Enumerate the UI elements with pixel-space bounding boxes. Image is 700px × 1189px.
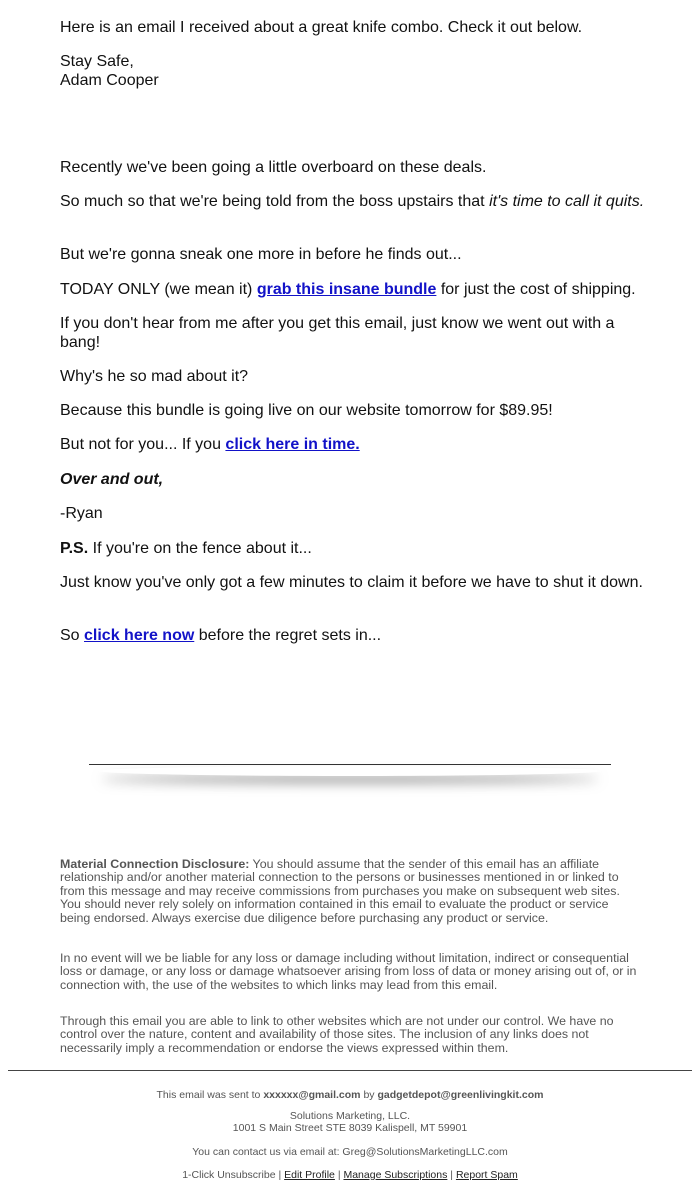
material-disclosure — [60, 858, 642, 925]
text-span: before the regret sets in... — [194, 627, 382, 644]
disclosure-text: You should assume that the sender of this email has an affiliate relationship and/or another material connection to the persons or businesses mentioned in or linked to from this message and may receive commissions from purchases you make on subsequent web sites. You should never rely solely on information contained in this email to evaluate the product or service being endorsed. Always exercise due diligence before purchasing any product or service. — [60, 857, 620, 925]
intro-signoff: Stay Safe, — [60, 53, 134, 70]
click-here-in-time-link[interactable]: click here in time. — [225, 436, 360, 453]
grab-bundle-link[interactable]: grab this insane bundle — [256, 281, 437, 298]
closing-line: Over and out, — [60, 471, 164, 488]
separator: | — [334, 1169, 344, 1181]
company-address: 1001 S Main Street STE 8039 Kalispell, MT 59901 — [232, 1122, 468, 1134]
text-span: This email was sent to — [156, 1089, 264, 1101]
text-span: for just the cost of shipping. — [436, 281, 636, 298]
disclosure-heading: Material Connection Disclosure: — [60, 857, 250, 871]
separator: | — [275, 1169, 285, 1181]
ps-label: P.S. — [60, 540, 89, 557]
body-paragraph — [60, 192, 645, 211]
click-here-now-link[interactable]: click here now — [84, 627, 195, 644]
body-paragraph — [60, 280, 645, 299]
report-spam-link[interactable]: Report Spam — [455, 1169, 518, 1181]
sender-email: gadgetdepot@greenlivingkit.com — [377, 1089, 544, 1101]
body-paragraph: Because this bundle is going live on our website tomorrow for $89.95! — [60, 402, 553, 419]
recipient-email: xxxxxx@gmail.com — [263, 1089, 361, 1101]
unsubscribe-text: 1-Click Unsubscribe — [182, 1169, 276, 1181]
sent-to-line — [0, 1089, 700, 1101]
footer-rule — [8, 1070, 692, 1071]
body-paragraph: Why's he so mad about it? — [60, 368, 249, 385]
footer-links — [0, 1169, 700, 1181]
italic-text: it's time to call it quits. — [489, 193, 645, 210]
divider-line — [89, 764, 611, 765]
signature: -Ryan — [60, 505, 103, 522]
body-paragraph: But we're gonna sneak one more in before he finds out... — [60, 246, 462, 263]
body-paragraph: Recently we've been going a little overboard on these deals. — [60, 159, 487, 176]
divider-shadow — [99, 766, 601, 776]
text-span: TODAY ONLY (we mean it) — [60, 281, 257, 298]
separator: | — [447, 1169, 456, 1181]
section-divider — [89, 764, 611, 765]
liability-disclaimer: In no event will we be liable for any loss or damage including without limitation, indirect or consequential loss or damage, or any loss or damage whatsoever arising from loss of data or money arising out of, or in connection with, the use of the websites to which links may lead from this email. — [60, 951, 637, 992]
body-paragraph — [60, 435, 645, 454]
intro-text: Here is an email I received about a great knife combo. Check it out below. — [60, 19, 583, 36]
text-span: So — [60, 627, 85, 644]
text-span: by — [360, 1089, 378, 1101]
text-span: So much so that we're being told from the boss upstairs that — [60, 193, 490, 210]
text-span: But not for you... If you — [60, 436, 226, 453]
body-paragraph — [60, 626, 645, 645]
company-name: Solutions Marketing, LLC. — [289, 1110, 411, 1122]
external-links-disclaimer: Through this email you are able to link to other websites which are not under our control. We have no control over the nature, content and availability of those sites. The inclusion of any links does not necessarily imply a recommendation or endorse the views expressed within them. — [60, 1014, 614, 1055]
body-paragraph: If you don't hear from me after you get this email, just know we went out with a bang! — [60, 315, 615, 351]
contact-line: You can contact us via email at: Greg@SolutionsMarketingLLC.com — [192, 1146, 508, 1158]
text-span: If you're on the fence about it... — [88, 540, 312, 557]
manage-subscriptions-link[interactable]: Manage Subscriptions — [343, 1169, 448, 1181]
edit-profile-link[interactable]: Edit Profile — [284, 1169, 335, 1181]
intro-signature: Adam Cooper — [60, 72, 159, 89]
body-paragraph: Just know you've only got a few minutes to claim it before we have to shut it down. — [60, 574, 643, 591]
ps-paragraph — [60, 539, 645, 558]
